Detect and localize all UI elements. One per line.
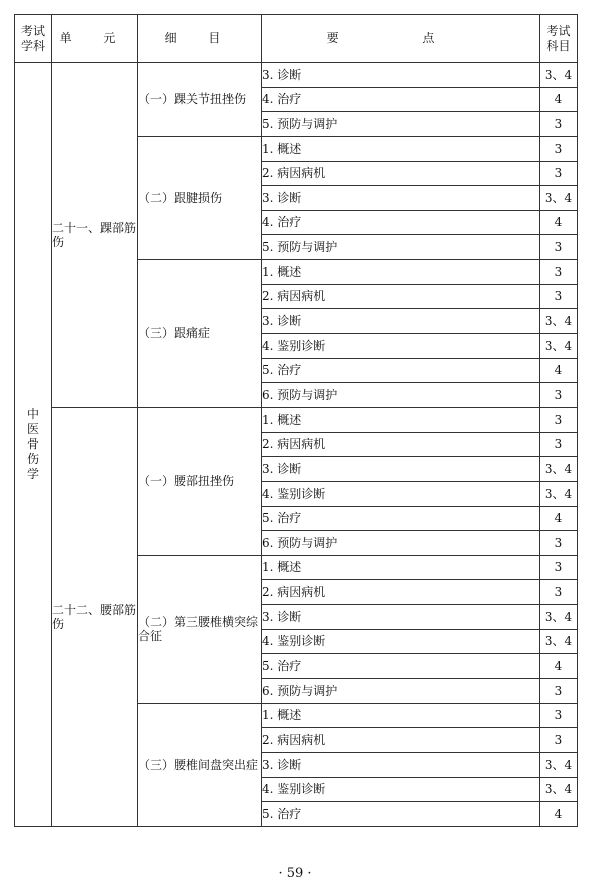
- point-cell: 5. 治疗: [262, 654, 540, 679]
- table-header-row: [15, 15, 578, 63]
- level-cell: 3、4: [540, 186, 578, 211]
- unit-cell: 二十一、踝部筋伤: [52, 63, 138, 408]
- item-cell: （一）踝关节扭挫伤: [138, 63, 262, 137]
- level-cell: 3: [540, 728, 578, 753]
- point-cell: 6. 预防与调护: [262, 383, 540, 408]
- point-cell: 3. 诊断: [262, 63, 540, 88]
- level-cell: 3: [540, 136, 578, 161]
- level-cell: 3: [540, 555, 578, 580]
- point-cell: 1. 概述: [262, 407, 540, 432]
- item-cell: （三）腰椎间盘突出症: [138, 703, 262, 826]
- header-subject-line2: 学科: [20, 38, 45, 53]
- subject-text: 中医骨伤学: [26, 406, 39, 481]
- point-cell: 5. 治疗: [262, 506, 540, 531]
- page-number: · 59 ·: [278, 866, 312, 881]
- level-cell: 3: [540, 383, 578, 408]
- item-cell: （二）跟腱损伤: [138, 136, 262, 259]
- point-cell: 2. 病因病机: [262, 284, 540, 309]
- point-cell: 4. 治疗: [262, 210, 540, 235]
- level-cell: 3、4: [540, 777, 578, 802]
- item-cell: （一）腰部扭挫伤: [138, 407, 262, 555]
- level-cell: 3、4: [540, 309, 578, 334]
- header-level-line2: 科目: [546, 38, 571, 53]
- point-cell: 5. 治疗: [262, 802, 540, 827]
- point-cell: 2. 病因病机: [262, 432, 540, 457]
- header-unit: 单 元: [52, 15, 138, 63]
- level-cell: 3: [540, 432, 578, 457]
- level-cell: 3、4: [540, 629, 578, 654]
- point-cell: 3. 诊断: [262, 457, 540, 482]
- point-cell: 6. 预防与调护: [262, 679, 540, 704]
- level-cell: 4: [540, 654, 578, 679]
- point-cell: 3. 诊断: [262, 186, 540, 211]
- header-level: [540, 15, 578, 63]
- level-cell: 4: [540, 802, 578, 827]
- point-cell: 5. 预防与调护: [262, 235, 540, 260]
- header-subject: [15, 15, 52, 63]
- point-cell: 2. 病因病机: [262, 161, 540, 186]
- unit-cell: 二十二、腰部筋伤: [52, 407, 138, 826]
- point-cell: 4. 鉴别诊断: [262, 334, 540, 359]
- point-cell: 4. 治疗: [262, 87, 540, 112]
- point-cell: 4. 鉴别诊断: [262, 481, 540, 506]
- level-cell: 3: [540, 112, 578, 137]
- level-cell: 3、4: [540, 63, 578, 88]
- level-cell: 3、4: [540, 457, 578, 482]
- table-row: [15, 63, 578, 88]
- point-cell: 1. 概述: [262, 555, 540, 580]
- level-cell: 3: [540, 407, 578, 432]
- point-cell: 1. 概述: [262, 136, 540, 161]
- syllabus-table: [14, 14, 578, 827]
- header-item: 细 目: [138, 15, 262, 63]
- level-cell: 3: [540, 284, 578, 309]
- point-cell: 3. 诊断: [262, 605, 540, 630]
- level-cell: 3: [540, 580, 578, 605]
- point-cell: 1. 概述: [262, 703, 540, 728]
- point-cell: 4. 鉴别诊断: [262, 629, 540, 654]
- level-cell: 4: [540, 210, 578, 235]
- point-cell: 4. 鉴别诊断: [262, 777, 540, 802]
- point-cell: 2. 病因病机: [262, 728, 540, 753]
- level-cell: 3: [540, 235, 578, 260]
- level-cell: 3: [540, 679, 578, 704]
- level-cell: 4: [540, 87, 578, 112]
- header-subject-line1: 考试: [20, 24, 45, 39]
- level-cell: 3: [540, 703, 578, 728]
- table-row: [15, 407, 578, 432]
- header-point: 要 点: [262, 15, 540, 63]
- level-cell: 3: [540, 161, 578, 186]
- point-cell: 5. 预防与调护: [262, 112, 540, 137]
- level-cell: 3: [540, 531, 578, 556]
- point-cell: 2. 病因病机: [262, 580, 540, 605]
- level-cell: 4: [540, 358, 578, 383]
- level-cell: 3、4: [540, 752, 578, 777]
- table-body: [15, 63, 578, 827]
- point-cell: 3. 诊断: [262, 309, 540, 334]
- point-cell: 6. 预防与调护: [262, 531, 540, 556]
- item-cell: （三）跟痛症: [138, 260, 262, 408]
- item-cell: （二）第三腰椎横突综合征: [138, 555, 262, 703]
- level-cell: 3: [540, 260, 578, 285]
- level-cell: 3、4: [540, 334, 578, 359]
- subject-cell: [15, 63, 52, 827]
- point-cell: 3. 诊断: [262, 752, 540, 777]
- level-cell: 3、4: [540, 605, 578, 630]
- point-cell: 5. 治疗: [262, 358, 540, 383]
- level-cell: 3、4: [540, 481, 578, 506]
- level-cell: 4: [540, 506, 578, 531]
- point-cell: 1. 概述: [262, 260, 540, 285]
- header-level-line1: 考试: [546, 24, 571, 39]
